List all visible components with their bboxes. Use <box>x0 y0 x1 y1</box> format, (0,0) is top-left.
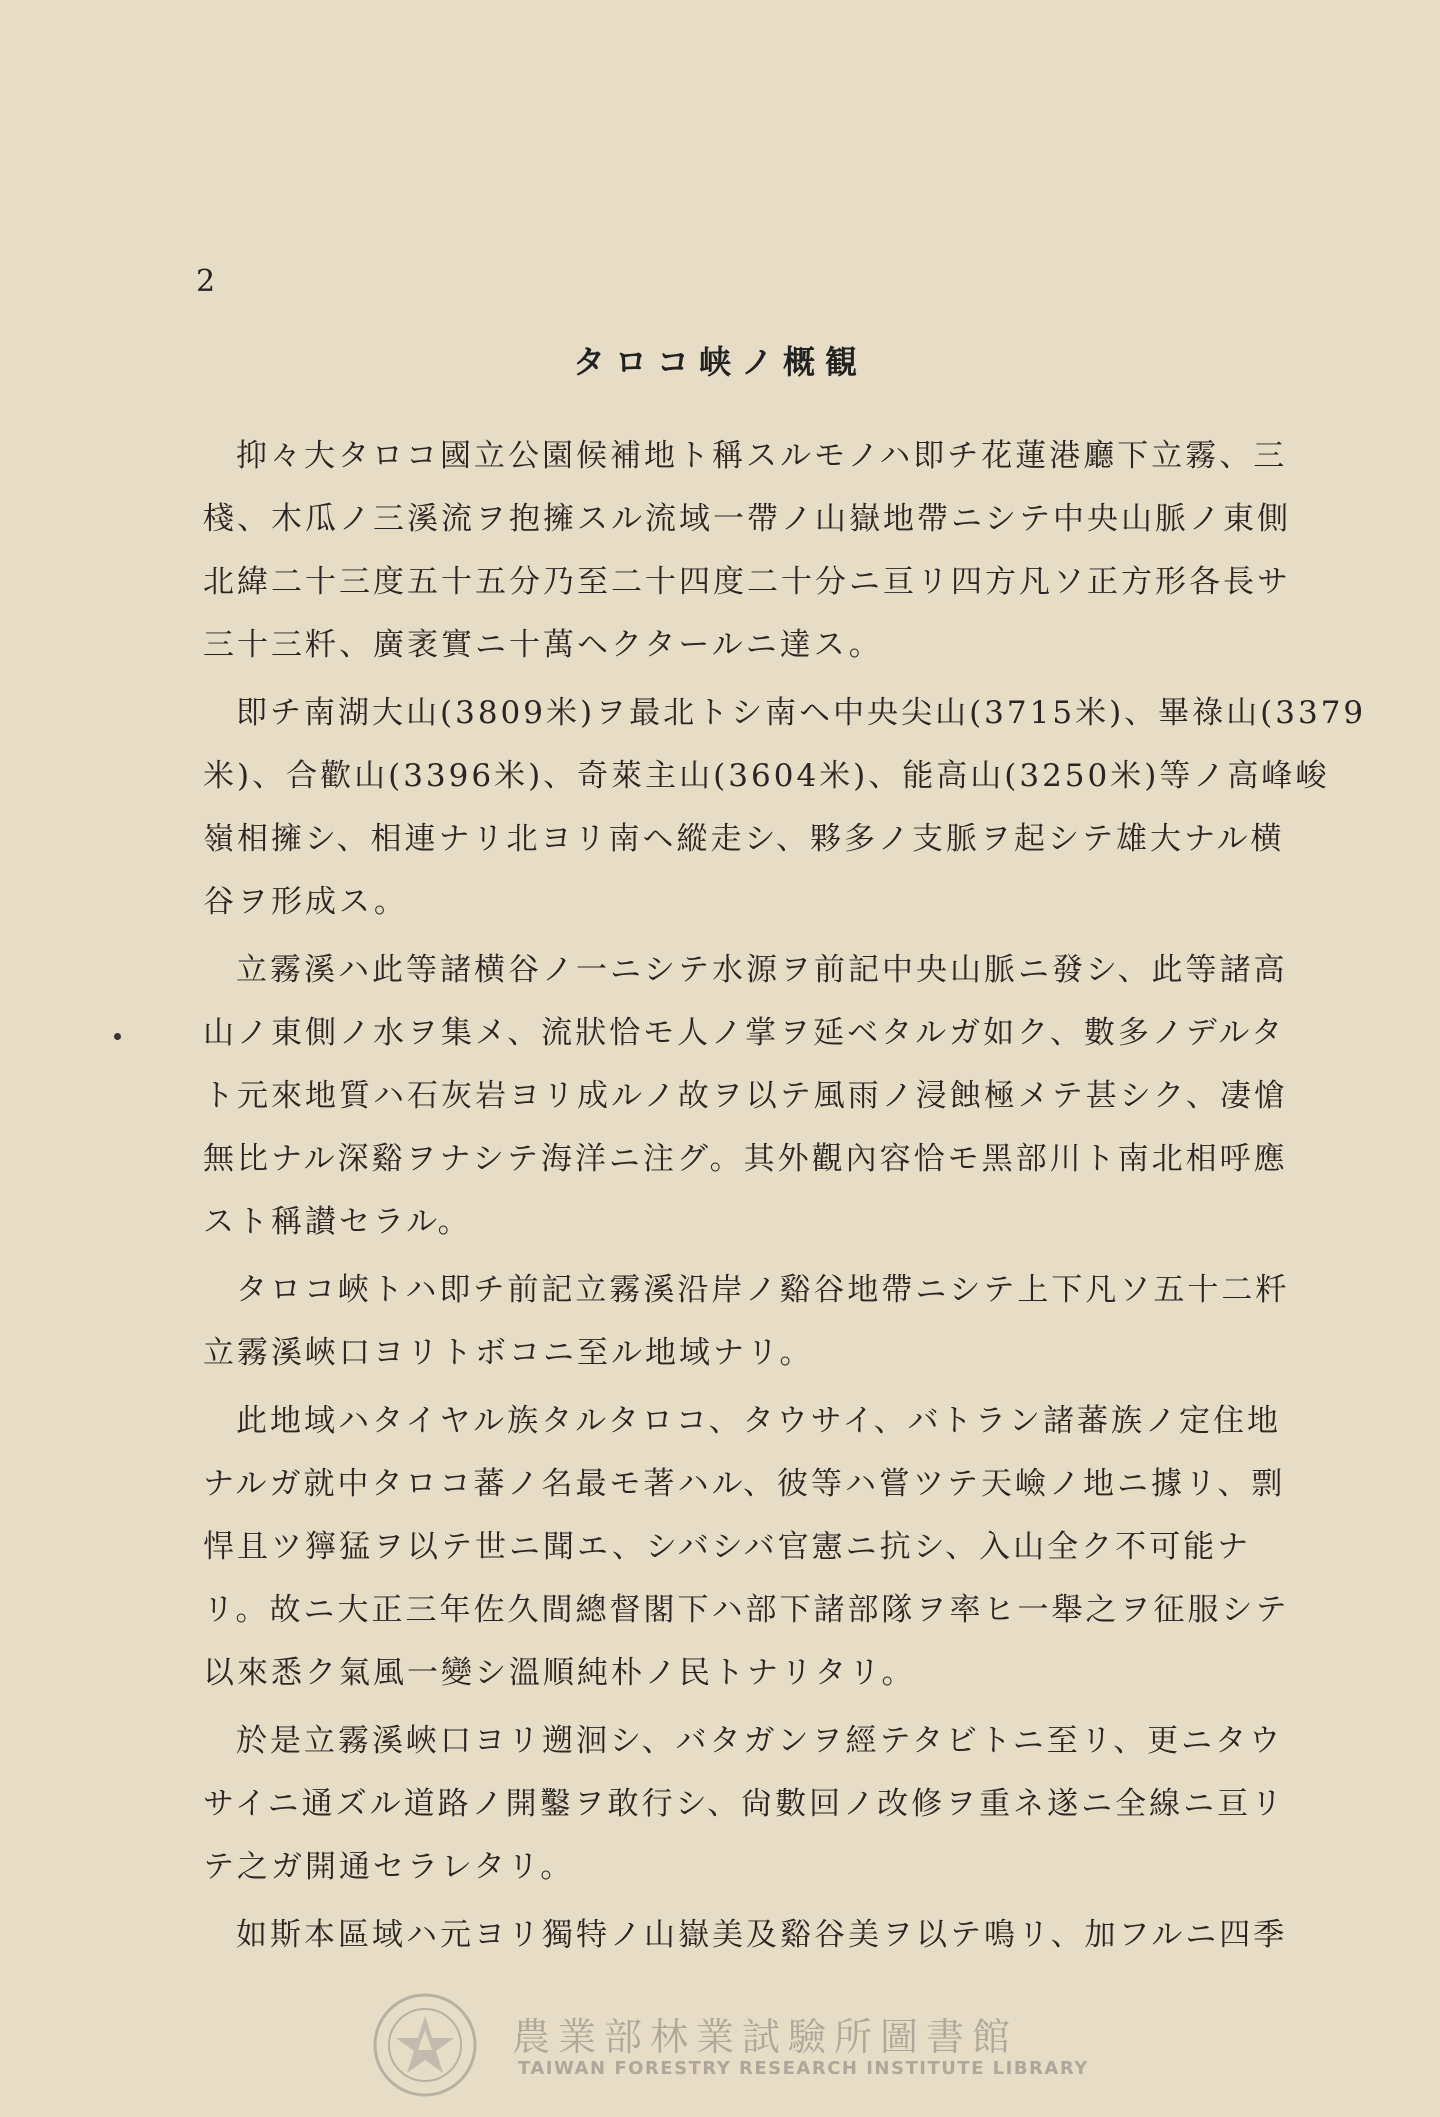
ink-speck <box>114 1033 121 1040</box>
text-line: 三十三粁、廣袤實ニ十萬ヘクタールニ達ス。 <box>203 627 883 663</box>
watermark-chinese-name: 農業部林業試驗所圖書館 <box>512 2015 1019 2059</box>
text-line: テ之ガ開通セラレタリ。 <box>203 1849 575 1885</box>
text-line: 如斯本區域ハ元ヨリ獨特ノ山嶽美及谿谷美ヲ以テ鳴リ、加フルニ四季 <box>236 1917 1288 1953</box>
body-text <box>203 425 1367 1972</box>
text-line: ト元來地質ハ石灰岩ヨリ成ルノ故ヲ以テ風雨ノ浸蝕極メテ甚シク、凄愴 <box>203 1078 1288 1114</box>
paragraph <box>203 1710 1286 1899</box>
watermark-english-name: TAIWAN FORESTRY RESEARCH INSTITUTE LIBRARY <box>518 2058 1089 2079</box>
paragraph <box>203 682 1367 934</box>
text-line: ナルガ就中タロコ蕃ノ名最モ著ハル、彼等ハ嘗ツテ天嶮ノ地ニ據リ、剽 <box>203 1466 1286 1502</box>
text-line: スト稱讃セラル。 <box>203 1204 472 1240</box>
library-watermark <box>370 1990 1090 2100</box>
page-number: 2 <box>196 264 216 299</box>
paragraph <box>203 1390 1290 1705</box>
paragraph <box>203 1904 1288 1967</box>
forestry-institute-seal-icon <box>370 1990 480 2100</box>
text-line: 即チ南湖大山(3809米)ヲ最北トシ南ヘ中央尖山(3715米)、畢祿山(3379 <box>236 695 1367 731</box>
text-line: 山ノ東側ノ水ヲ集メ、流狀恰モ人ノ掌ヲ延ベタルガ如ク、數多ノデルタ <box>203 1015 1286 1051</box>
text-line: 悍且ツ獰猛ヲ以テ世ニ聞エ、シバシバ官憲ニ抗シ、入山全ク不可能ナ <box>203 1529 1252 1565</box>
text-line: 此地域ハタイヤル族タルタロコ、タウサイ、バトラン諸蕃族ノ定住地 <box>236 1403 1282 1439</box>
text-line: 無比ナル深谿ヲナシテ海洋ニ注グ。其外觀內容恰モ黑部川ト南北相呼應 <box>203 1141 1288 1177</box>
paragraph <box>203 425 1291 677</box>
text-line: 北緯二十三度五十五分乃至二十四度二十分ニ亘リ四方凡ソ正方形各長サ <box>203 564 1291 600</box>
text-line: 谷ヲ形成ス。 <box>203 884 408 920</box>
paragraph <box>203 1259 1290 1385</box>
text-line: 於是立霧溪峽口ヨリ遡洄シ、バタガンヲ經テタビトニ至リ、更ニタウ <box>236 1723 1284 1759</box>
text-line: タロコ峽トハ即チ前記立霧溪沿岸ノ谿谷地帶ニシテ上下凡ソ五十二粁 <box>236 1272 1290 1308</box>
text-line: リ。故ニ大正三年佐久間總督閣下ハ部下諸部隊ヲ率ヒ一舉之ヲ征服シテ <box>203 1592 1290 1628</box>
text-line: 棧、木瓜ノ三溪流ヲ抱擁スル流域一帶ノ山嶽地帶ニシテ中央山脈ノ東側 <box>203 501 1291 537</box>
text-line: 以來悉ク氣風一變シ溫順純朴ノ民トナリタリ。 <box>203 1655 916 1691</box>
paragraph <box>203 939 1288 1254</box>
text-line: サイニ通ズル道路ノ開鑿ヲ敢行シ、尙數回ノ改修ヲ重ネ遂ニ全線ニ亘リ <box>203 1786 1286 1822</box>
section-title: タロコ峡ノ概観 <box>572 343 867 381</box>
text-line: 抑々大タロコ國立公園候補地ト稱スルモノハ即チ花蓮港廳下立霧、三 <box>236 438 1288 474</box>
text-line: 立霧溪峽口ヨリトボコニ至ル地域ナリ。 <box>203 1335 814 1371</box>
text-line: 嶺相擁シ、相連ナリ北ヨリ南ヘ縱走シ、夥多ノ支脈ヲ起シテ雄大ナル横 <box>203 821 1285 857</box>
text-line: 米)、合歡山(3396米)、奇萊主山(3604米)、能高山(3250米)等ノ高峰峻 <box>203 758 1330 794</box>
text-line: 立霧溪ハ此等諸横谷ノ一ニシテ水源ヲ前記中央山脈ニ發シ、此等諸高 <box>236 952 1288 988</box>
